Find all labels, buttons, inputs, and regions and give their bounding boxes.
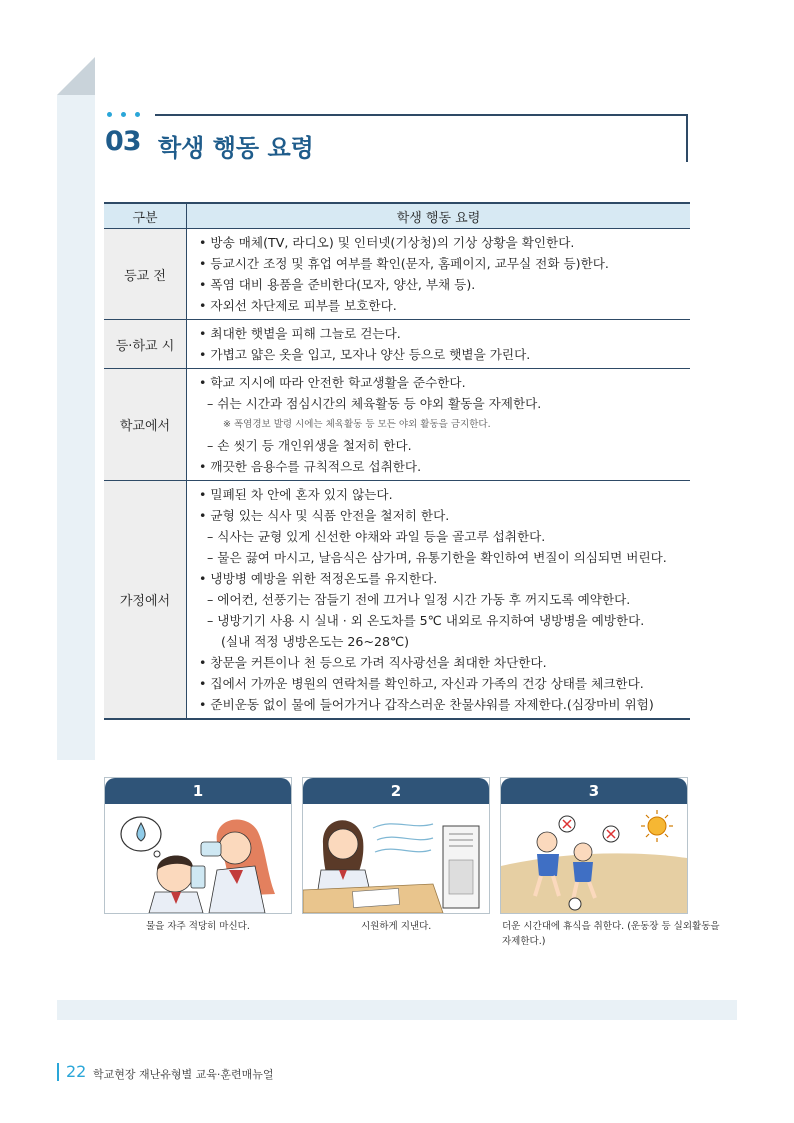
- row-category: 등교 전: [104, 229, 187, 320]
- guideline-item: • 방송 매체(TV, 라디오) 및 인터넷(기상청)의 기상 상황을 확인한다.: [199, 235, 575, 250]
- row-category: 가정에서: [104, 481, 187, 720]
- illustration-2-caption: 시원하게 지낸다.: [361, 921, 432, 932]
- illustration-number: 3: [501, 778, 687, 804]
- row-category: 등·하교 시: [104, 320, 187, 369]
- drinking-water-picture: [105, 804, 291, 913]
- section-number: 03: [105, 126, 141, 157]
- illustration-1-caption: 물을 자주 적당히 마신다.: [146, 921, 250, 932]
- behavior-table: [104, 202, 690, 720]
- guideline-item: • 준비운동 없이 물에 들어가거나 갑작스러운 찬물샤워를 자제한다.(심장마비 위험): [199, 697, 654, 712]
- guideline-item: – 물은 끓여 마시고, 날음식은 삼가며, 유통기한을 확인하여 변질이 의심되면 버린다.: [207, 550, 667, 565]
- guideline-item: • 등교시간 조정 및 휴업 여부를 확인(문자, 홈페이지, 교무실 전화 등)한다.: [199, 256, 609, 271]
- table-row: [104, 229, 690, 320]
- guideline-item: – 식사는 균형 있게 신선한 야채와 과일 등을 골고루 섭취한다.: [207, 529, 546, 544]
- guideline-item: • 가볍고 얇은 옷을 입고, 모자나 양산 등으로 햇볕을 가린다.: [199, 347, 531, 362]
- guideline-item: – 냉방기기 사용 시 실내 · 외 온도차를 5℃ 내외로 유지하여 냉방병을 예방한다.: [207, 613, 645, 628]
- row-guidelines: [187, 481, 691, 720]
- illustration-2: [302, 777, 490, 914]
- illustration-1: [104, 777, 292, 914]
- footer-bar: [57, 1063, 59, 1081]
- table-header-category: 구분: [104, 203, 187, 229]
- table-row: [104, 481, 690, 720]
- section-dots: [107, 112, 140, 117]
- table-row: [104, 320, 690, 369]
- guideline-item: • 최대한 햇볕을 피해 그늘로 걷는다.: [199, 326, 401, 341]
- guideline-item: • 균형 있는 식사 및 식품 안전을 철저히 한다.: [199, 508, 450, 523]
- guideline-item: • 냉방병 예방을 위한 적정온도를 유지한다.: [199, 571, 438, 586]
- title-rule-end: [686, 114, 688, 162]
- guideline-item: – 쉬는 시간과 점심시간의 체육활동 등 야외 활동을 자제한다.: [207, 396, 542, 411]
- guideline-item: • 자외선 차단제로 피부를 보호한다.: [199, 298, 397, 313]
- avoid-outdoor-activity-picture: [501, 804, 687, 913]
- guideline-note: ※ 폭염경보 발령 시에는 체육활동 등 모든 야외 활동을 금지한다.: [223, 419, 491, 430]
- illustration-3-caption-line-2: 자제한다.): [502, 936, 546, 947]
- table-row: [104, 369, 690, 481]
- guideline-item: • 깨끗한 음용수를 규칙적으로 섭취한다.: [199, 459, 422, 474]
- staying-cool-picture: [303, 804, 489, 913]
- guideline-item: (실내 적정 냉방온도는 26~28℃): [221, 634, 410, 649]
- illustration-number: 2: [303, 778, 489, 804]
- illustration-number: 1: [105, 778, 291, 804]
- illustration-3: [500, 777, 688, 914]
- row-guidelines: [187, 229, 691, 320]
- section-title: 학생 행동 요령: [158, 134, 314, 162]
- row-guidelines: [187, 320, 691, 369]
- guideline-item: • 밀폐된 차 안에 혼자 있지 않는다.: [199, 487, 393, 502]
- guideline-item: • 폭염 대비 용품을 준비한다(모자, 양산, 부채 등).: [199, 277, 476, 292]
- illustration-3-caption: [502, 919, 720, 949]
- row-category: 학교에서: [104, 369, 187, 481]
- guideline-item: – 에어컨, 선풍기는 잠들기 전에 끄거나 일정 시간 가동 후 꺼지도록 예약한다.: [207, 592, 631, 607]
- illustration-3-caption-line-1: 더운 시간대에 휴식을 취한다. (운동장 등 실외활동을: [502, 921, 720, 932]
- guideline-item: – 손 씻기 등 개인위생을 철저히 한다.: [207, 438, 412, 453]
- page-fold-corner: [57, 57, 95, 95]
- table-header-guidelines: 학생 행동 요령: [187, 203, 691, 229]
- row-guidelines: [187, 369, 691, 481]
- guideline-item: • 창문을 커튼이나 천 등으로 가려 직사광선을 최대한 차단한다.: [199, 655, 547, 670]
- guideline-item: • 집에서 가까운 병원의 연락처를 확인하고, 자신과 가족의 건강 상태를 체크한다.: [199, 676, 644, 691]
- footer-title: 학교현장 재난유형별 교육·훈련매뉴얼: [93, 1068, 274, 1081]
- guideline-item: • 학교 지시에 따라 안전한 학교생활을 준수한다.: [199, 375, 466, 390]
- page-number: 22: [66, 1062, 87, 1081]
- title-rule: [155, 114, 687, 116]
